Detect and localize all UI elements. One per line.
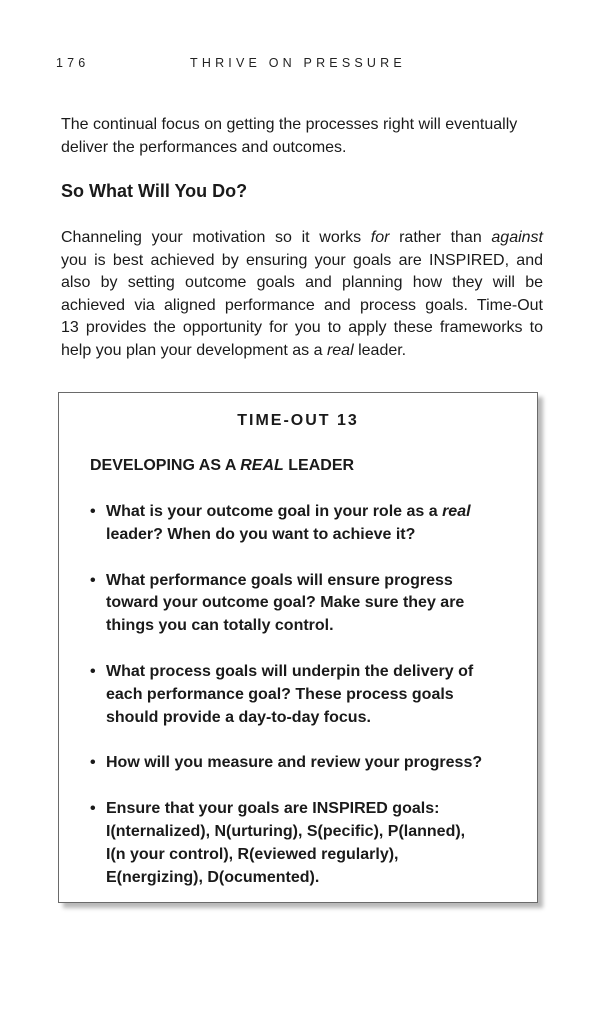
list-item: • What performance goals will ensure progress toward your outcome goal? Make sure they are things you can totally control.: [90, 571, 465, 635]
timeout-subtitle: DEVELOPING AS A REAL LEADER: [90, 457, 355, 474]
paragraph-line: 13 provides the opportunity for you to apply these frameworks to: [61, 319, 543, 336]
book-title: THRIVE ON PRESSURE: [190, 56, 406, 70]
intro-paragraph: [61, 114, 543, 159]
timeout-title: TIME-OUT 13: [237, 412, 359, 429]
bullet-icon: •: [90, 503, 96, 520]
list-item: • What process goals will underpin the delivery of each performance goal? These process goals should provide a day-to-day focus.: [90, 662, 474, 726]
section-heading: So What Will You Do?: [61, 181, 248, 201]
list-item: • What is your outcome goal in your role as a real leader? When do you want to achieve it?: [90, 503, 471, 543]
paragraph-line: also by setting outcome goals and planning how they will be: [61, 274, 543, 291]
paragraph-line: Channeling your motivation so it works for rather than against: [61, 229, 543, 246]
intro-line: deliver the performances and outcomes.: [61, 138, 347, 156]
bullet-icon: •: [90, 571, 96, 589]
list-item: • How will you measure and review your progress?: [90, 752, 520, 775]
page-number: 176: [56, 56, 90, 70]
list-item: • Ensure that your goals are INSPIRED goals: I(nternalized), N(urturing), S(pecific), P(lanned), I(n your control), R(eviewed regularly), E(nergizing), D(ocumented).: [90, 800, 466, 886]
running-head: [56, 56, 544, 74]
section-paragraph: [61, 227, 543, 362]
intro-line: The continual focus on getting the processes right will eventually: [61, 116, 518, 133]
paragraph-line: help you plan your development as a real leader.: [61, 341, 407, 359]
bullet-icon: •: [90, 754, 96, 772]
paragraph-line: achieved via aligned performance and process goals. Time-Out: [61, 296, 543, 314]
question-list: [90, 501, 520, 912]
bullet-icon: •: [90, 800, 96, 818]
paragraph-line: you is best achieved by ensuring your goals are INSPIRED, and: [61, 251, 543, 269]
timeout-box: [58, 392, 538, 903]
bullet-icon: •: [90, 662, 96, 680]
